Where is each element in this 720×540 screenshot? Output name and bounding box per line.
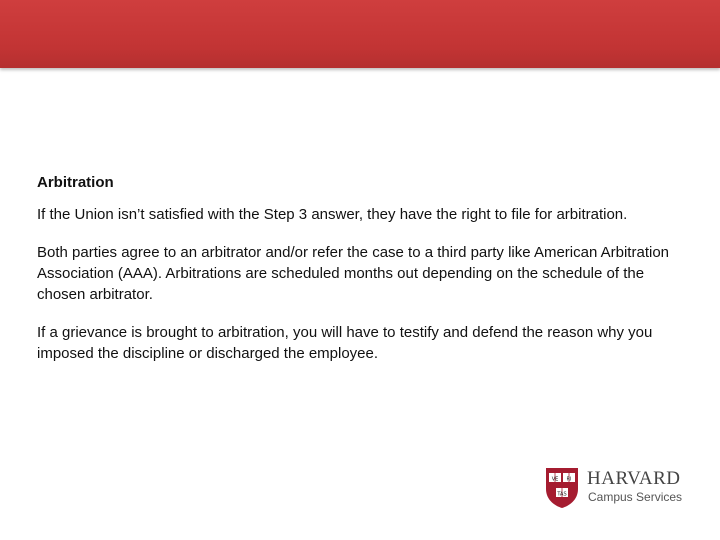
shield-text-ri: RI: [566, 476, 572, 483]
harvard-shield-icon: [545, 467, 579, 509]
shield-text-tas: TAS: [557, 491, 567, 498]
logo-name: HARVARD: [587, 468, 681, 489]
slide-body: [37, 172, 687, 381]
paragraph-union-arbitration: If the Union isn’t satisfied with the Step 3 answer, they have the right to file for arbitration.: [37, 206, 628, 223]
header-band: [0, 0, 720, 68]
logo-subtitle: Campus Services: [588, 490, 683, 504]
paragraph-testify: If a grievance is brought to arbitration, you will have to testify and defend the reason why you imposed the discipline or discharged the employee.: [37, 324, 653, 362]
harvard-logo: [545, 467, 695, 509]
slide-title: Arbitration: [37, 174, 114, 191]
shield-text-ve: VE: [551, 476, 559, 483]
paragraph-arbitrator-selection: Both parties agree to an arbitrator and/or refer the case to a third party like American Arbitration Association (AAA). Arbitrations are scheduled months out depending on the schedule of the chosen arbitrator.: [37, 244, 669, 303]
